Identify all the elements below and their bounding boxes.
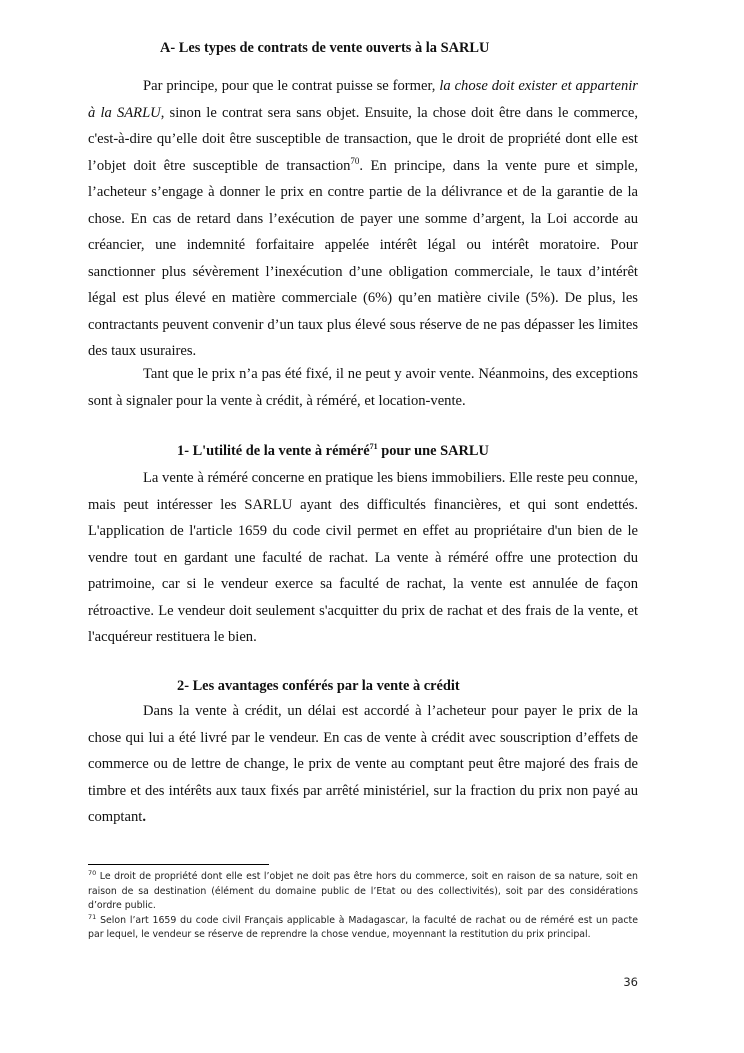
section-title: A- Les types de contrats de vente ouverts à la SARLU: [160, 40, 490, 56]
footnote-71-number: 71: [88, 912, 97, 921]
paragraph-3-text: La vente à réméré concerne en pratique les biens immobiliers. Elle reste peu connue, mais peut intéresser les SARLU ayant des difficultés financières, et qui sont endettés. L'application de l'article 1659 du code civil permet en effet au propriétaire d'un bien de le vendre tout en gardant une faculté de rachat. La vente à réméré offre une protection du patrimoine, car si le vendeur exerce sa faculté de rachat, la vente est annulée de façon rétroactive. Le vendeur doit seulement s'acquitter du prix de rachat et des frais de la vente, et l'acquéreur restituera le bien.: [88, 470, 638, 645]
subsection-title-1: [177, 443, 489, 460]
paragraph-3: [88, 465, 638, 651]
footnote-70-number: 70: [88, 869, 97, 877]
paragraph-4: [88, 698, 638, 831]
footnote-70: [88, 870, 638, 914]
subsection-title-1-text-b: pour une SARLU: [377, 443, 489, 459]
subsection-title-2: 2- Les avantages conférés par la vente à crédit: [177, 678, 460, 694]
footnote-separator: [88, 864, 269, 865]
footnote-71: [88, 914, 638, 943]
footnotes: [88, 870, 638, 943]
footnote-71-text: Selon l’art 1659 du code civil Français applicable à Madagascar, la faculté de rachat ou de réméré est un pacte par lequel, le vendeur se réserve de reprendre la chose vendue, moyennant la restitution du prix principal.: [88, 914, 638, 941]
paragraph-4-period: .: [142, 809, 146, 825]
paragraph-2-text: Tant que le prix n’a pas été fixé, il ne peut y avoir vente. Néanmoins, des exceptions sont à signaler pour la vente à crédit, à réméré, et location-vente.: [88, 366, 638, 409]
subsection-title-1-text-a: 1- L'utilité de la vente à réméré: [177, 443, 370, 459]
paragraph-1: [88, 73, 638, 365]
paragraph-1-text-a: Par principe, pour que le contrat puisse se former,: [143, 78, 440, 94]
footnote-ref-70[interactable]: 70: [350, 155, 360, 166]
paragraph-4-text: Dans la vente à crédit, un délai est accordé à l’acheteur pour payer le prix de la chose qui lui a été livré par le vendeur. En cas de vente à crédit avec souscription d’effets de commerce ou de lettre de change, le prix de vente au comptant peut être majoré des frais de timbre et des intérêts aux taux fixés par arrêté ministériel, sur la fraction du prix non payé au comptant: [88, 703, 638, 825]
document-page: [88, 0, 638, 1053]
page-number: 36: [623, 975, 638, 989]
paragraph-2: [88, 361, 638, 414]
paragraph-1-text-c: , sinon le contrat sera sans objet. Ensuite, la chose doit être dans le commerce, c'est-à-dire qu’elle doit être susceptible de transaction, que le droit de propriété dont elle est l’objet doit être susceptible de transaction: [88, 104, 639, 174]
footnote-ref-71[interactable]: 71: [369, 442, 378, 451]
paragraph-1-emphasis: la chose doit exister et appartenir à la SARLU: [88, 78, 638, 121]
footnote-70-text: Le droit de propriété dont elle est l’objet ne doit pas être hors du commerce, soit en raison de sa nature, soit en raison de sa destination (élément du domaine public de l’Etat ou des collectivités), soit par des considérations d’ordre public.: [88, 871, 638, 912]
paragraph-1-text-d: . En principe, dans la vente pure et simple, l’acheteur s’engage à donner le prix en contre partie de la délivrance et de la garantie de la chose. En cas de retard dans l’exécution de payer une somme d’argent, la Loi accorde au créancier, une indemnité forfaitaire appelée intérêt légal ou intérêt moratoire. Pour sanctionner plus sévèrement l’inexécution d’une obligation commerciale, le taux d’intérêt légal est plus élevé en matière commerciale (6%) qu’en matière civile (5%). De plus, les contractants peuvent convenir d’un taux plus élevé sous réserve de ne pas dépasser les limites des taux usuraires.: [88, 157, 639, 359]
